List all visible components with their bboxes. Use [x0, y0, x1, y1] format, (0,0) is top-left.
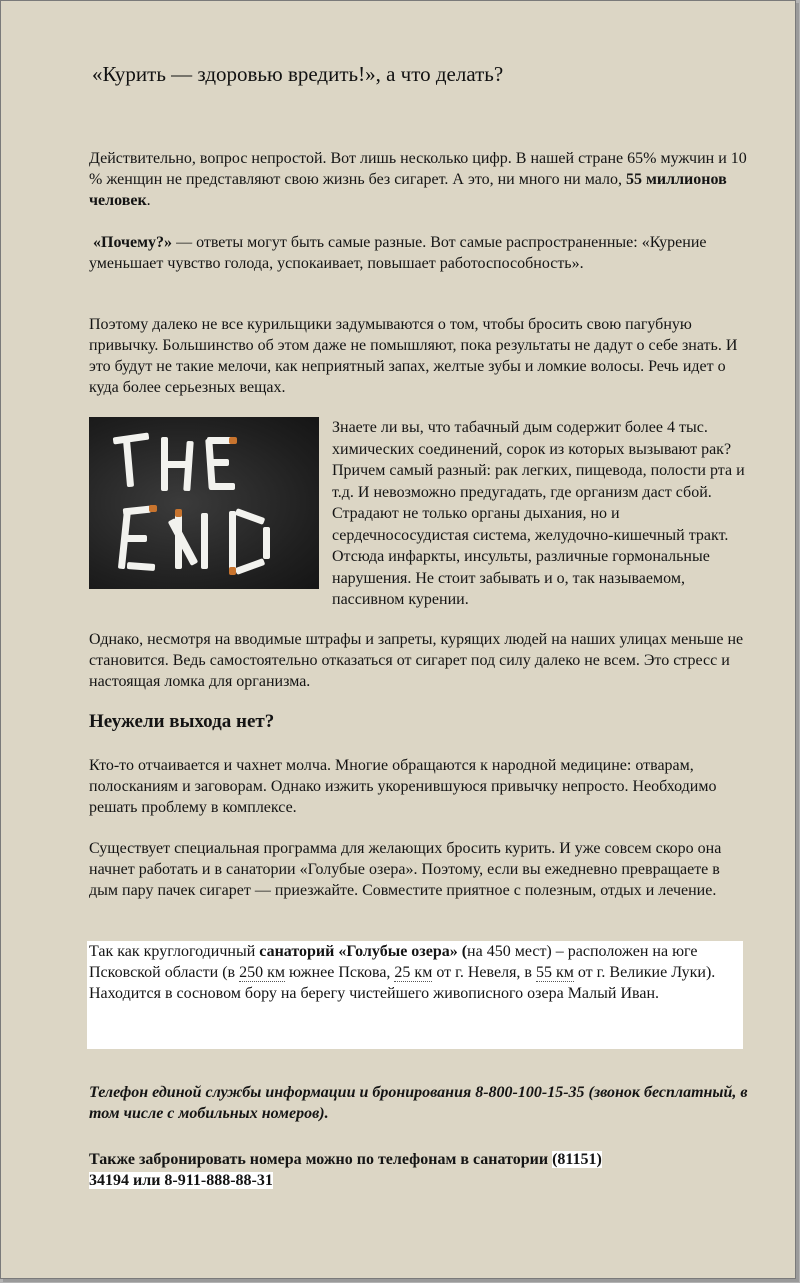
sanatorium-info-text: Так как круглогодичный санаторий «Голубые озера» (на 450 мест) – расположен на юге Псковской области (в 250 км южнее Пскова, 25 км от г. Невеля, в 55 км от г. Великие Луки). Находится в сосновом бору на берегу чистейшего живописного озера Малый Иван.: [89, 943, 716, 1002]
paragraph-fines: Однако, несмотря на вводимые штрафы и запреты, курящих людей на наших улицах меньше не становится. Ведь самостоятельно отказаться от сигарет под силу далеко не всем. Это стресс и настоящая ломка для организма.: [89, 631, 744, 690]
the-end-cigarettes-image: [89, 417, 319, 589]
paragraph-end: .: [146, 192, 151, 209]
phone-code: (81151): [552, 1151, 602, 1168]
distance-nevel: 25 км: [394, 964, 433, 981]
page-title: «Курить — здоровью вредить!», а что делать?: [92, 62, 504, 86]
bold-count: 55 миллионов человек: [89, 171, 727, 209]
distance-pskov: 250 км: [239, 964, 285, 981]
paragraph-program: Существует специальная программа для желающих бросить курить. И уже совсем скоро она начнет работать и в санатории «Голубые озера». Поэтому, если вы ежедневно превращаете в дым пару пачек сигарет — приезжайте. Совместите приятное с полезным, отдых и лечение.: [89, 840, 722, 899]
paragraph-intro: [89, 148, 751, 211]
paragraph-text: — ответы могут быть самые разные. Вот самые распространенные: «Курение уменьшает чувство голода, успокаивает, повышает работоспособность».: [89, 234, 707, 272]
paragraph-why: [89, 232, 751, 274]
sanatorium-phones: Также забронировать номера можно по телефонам в санатории (81151) 34194 или 8-911-888-88-31: [89, 1151, 602, 1189]
distance-velikie-luki: 55 км: [535, 964, 574, 981]
section-heading: Неужели выхода нет?: [89, 711, 275, 732]
bold-why: «Почему?»: [93, 234, 173, 251]
image-text-block: [89, 417, 751, 611]
booking-phone-info: Телефон единой службы информации и бронирования 8-800-100-15-35 (звонок бесплатный, в том числе с мобильных номеров).: [89, 1084, 748, 1122]
sanatorium-name: санаторий «Голубые озера» (: [259, 943, 468, 960]
sanatorium-info-box: [87, 941, 743, 1049]
paragraph-chemicals: Знаете ли вы, что табачный дым содержит более 4 тыс. химических соединений, сорок из которых вызывают рак? Причем самый разный: рак легких, пищевода, полости рта и т.д. И невозможно предугадать, где организм даст сбой. Страдают не только органы дыхания, но и сердечнососудистая система, желудочно-кишечный тракт. Отсюда инфаркты, инсульты, различные гормональные нарушения. Не стоит забывать и о, так называемом, пассивном курении.: [332, 419, 745, 608]
paragraph-text: Действительно, вопрос непростой. Вот лишь несколько цифр. В нашей стране 65% мужчин и 10 % женщин не представляют свою жизнь без сигарет. А это, ни много ни мало,: [89, 150, 747, 188]
paragraph-consequences: Поэтому далеко не все курильщики задумываются о том, чтобы бросить свою пагубную привычку. Большинство об этом даже не помышляют, пока результаты не дадут о себе знать. И это будут не такие мелочи, как неприятный запах, желтые зубы и ломкие волосы. Речь идет о куда более серьезных вещах.: [89, 316, 738, 396]
paragraph-folk-medicine: Кто-то отчаивается и чахнет молча. Многие обращаются к народной медицине: отварам, полосканиям и заговорам. Однако изжить укоренившуюся привычку непросто. Необходимо решать проблему в комплексе.: [89, 757, 717, 816]
phone-numbers: 34194 или 8-911-888-88-31: [89, 1172, 273, 1189]
